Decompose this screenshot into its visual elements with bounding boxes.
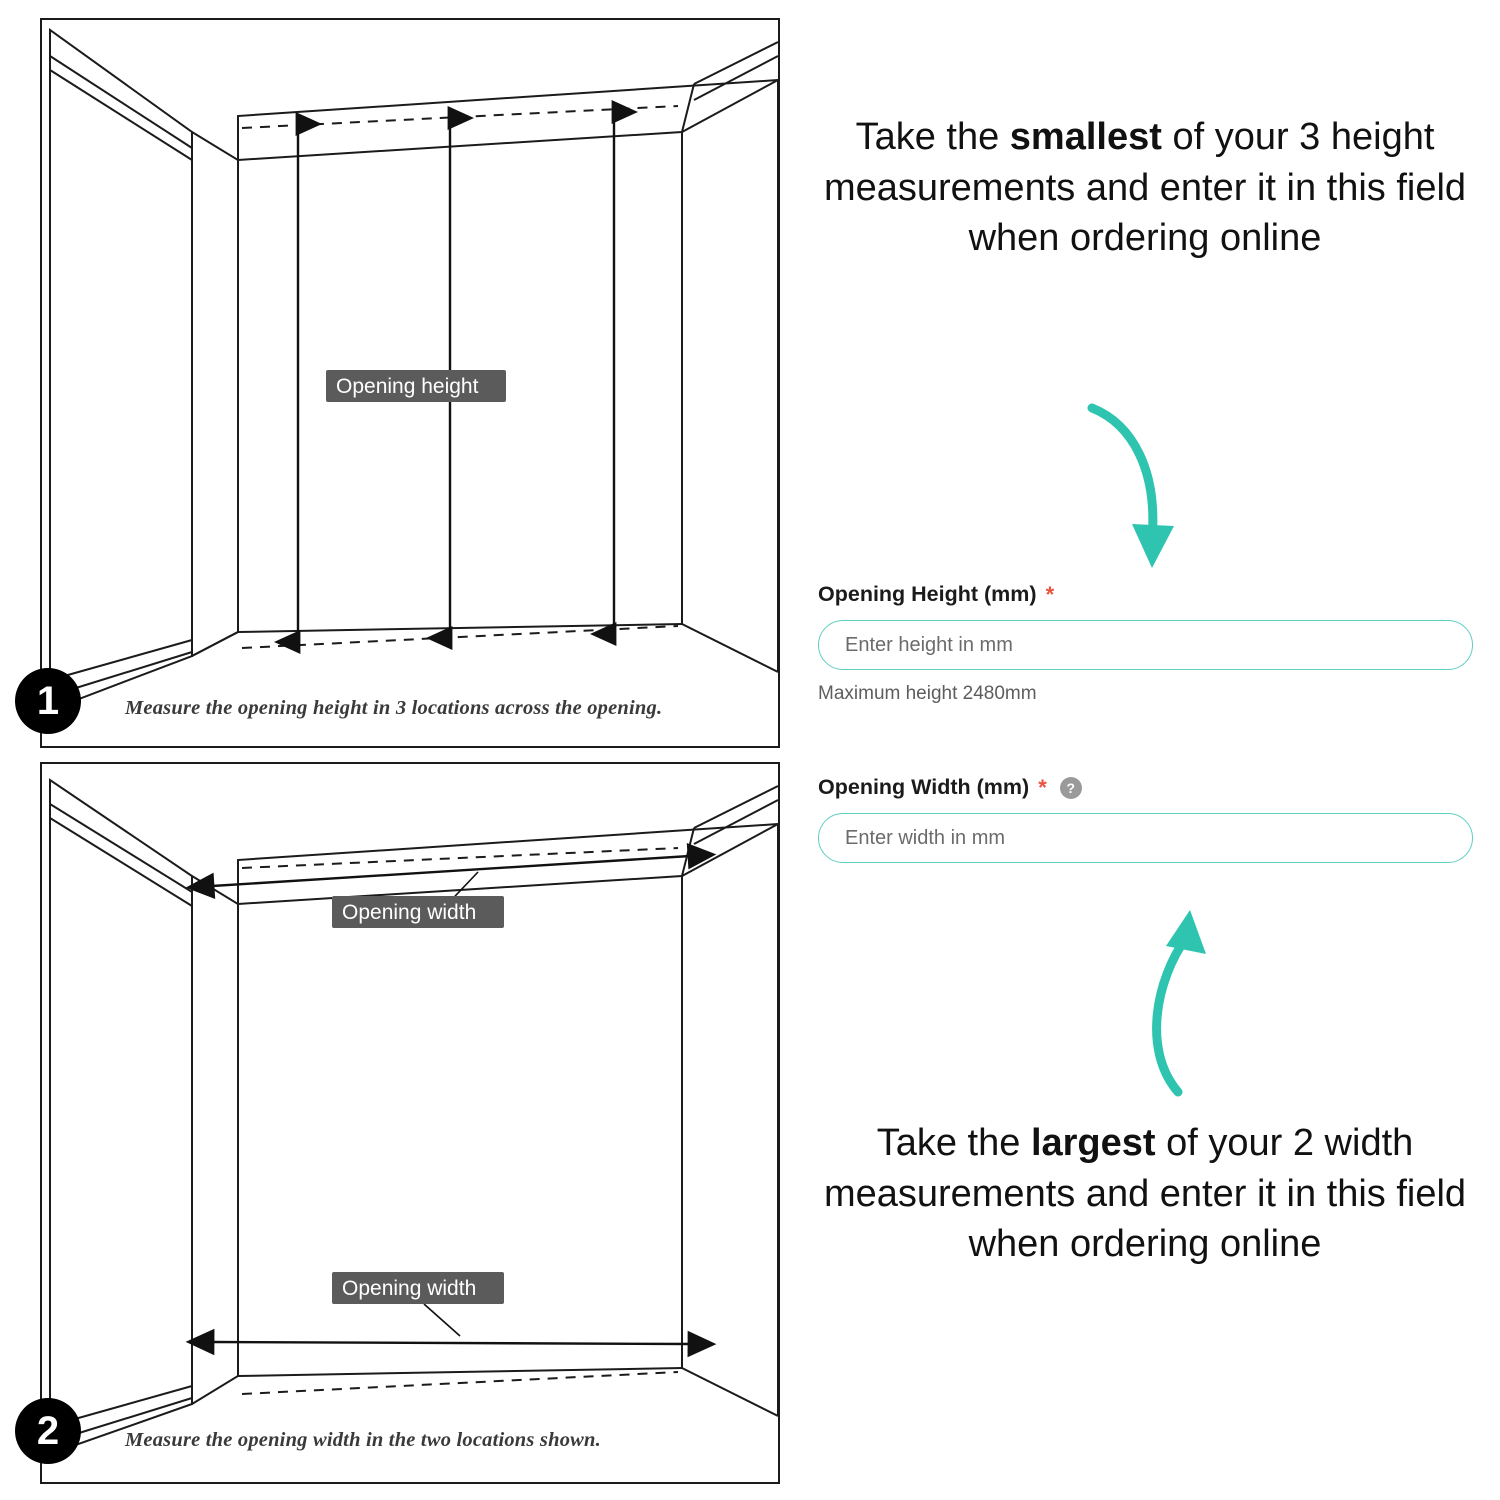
required-asterisk-icon: * [1045,581,1055,607]
opening-width-input[interactable] [818,813,1473,863]
required-asterisk-icon: * [1038,774,1047,800]
height-instruction-part2: of your 3 height measurements and enter it in this field when ordering online [823,116,1467,260]
opening-width-field-group [818,775,1473,863]
width-instruction-emphasis: largest [1030,1122,1156,1164]
help-question-icon[interactable]: ? [1060,777,1082,799]
instructions-column [800,0,1490,1500]
width-instruction-part1: Take the [876,1122,1031,1164]
opening-height-hint: Maximum height 2480mm [818,683,1037,704]
up-curved-arrow-icon [1120,900,1240,1100]
step-1-caption: Measure the opening height in 3 locations across the opening. [125,697,663,719]
step-badge-2: 2 [15,1398,81,1464]
height-diagram-svg [42,20,778,746]
step-badge-1: 1 [15,668,81,734]
opening-width-chip-top-label: Opening width [342,901,477,924]
height-instruction-part1: Take the [855,116,1010,158]
measure-width-illustration-panel [40,762,780,1484]
width-diagram-svg [42,764,778,1482]
height-instruction-emphasis: smallest [1009,116,1162,158]
down-curved-arrow-icon [1080,400,1200,590]
opening-height-label [818,582,1473,607]
opening-height-input[interactable] [818,620,1473,670]
opening-width-label-text: Opening Width (mm) [818,775,1030,799]
width-instruction-text [815,1118,1475,1270]
height-instruction-text [815,112,1475,264]
measure-height-illustration-panel [40,18,780,748]
opening-width-chip-bottom-label: Opening width [342,1277,477,1300]
step-2-caption: Measure the opening width in the two locations shown. [125,1429,601,1451]
opening-width-label [818,775,1473,800]
width-instruction-part2: of your 2 width measurements and enter it in this field when ordering online [823,1122,1467,1266]
opening-height-field-group [818,582,1473,705]
opening-height-label-text: Opening Height (mm) [818,582,1037,606]
opening-height-chip-label: Opening height [336,375,479,398]
